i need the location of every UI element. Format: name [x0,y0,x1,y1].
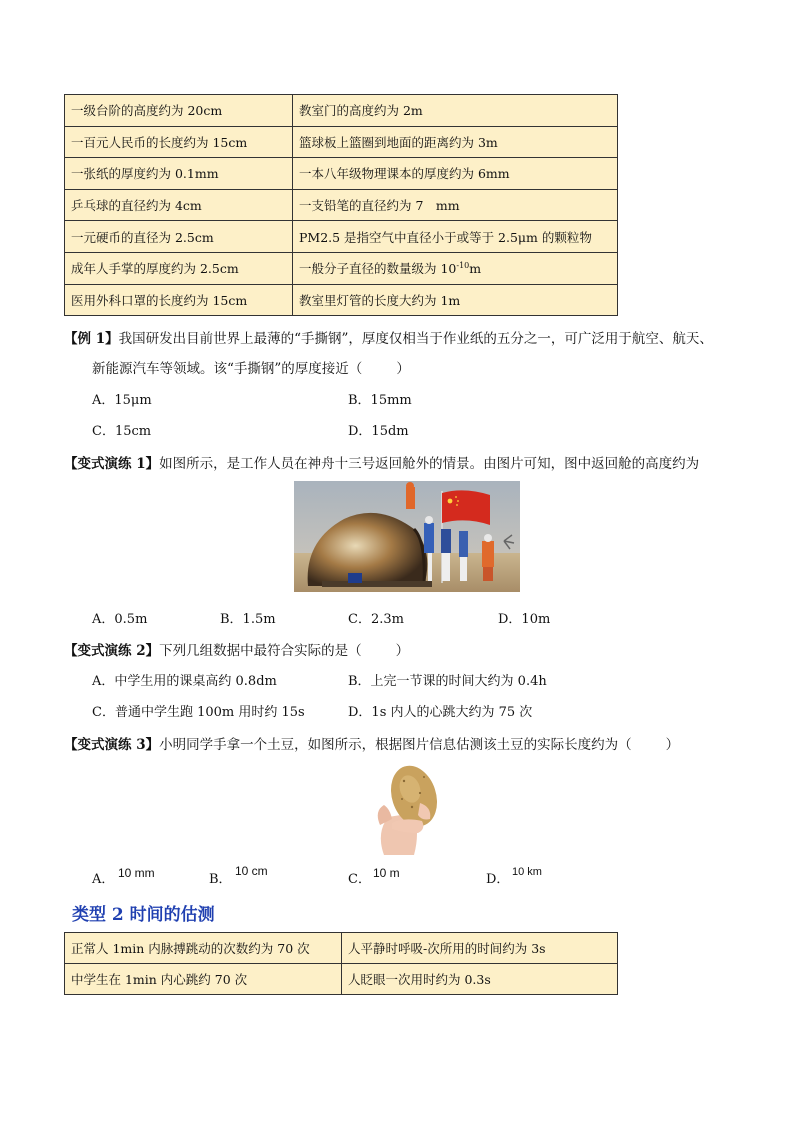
paren-close: ） [396,361,410,377]
option-a-value: 10 mm [118,866,155,880]
table-row [65,284,618,316]
table-cell: 正常人 1min 内脉搏跳动的次数约为 70 次 [65,933,342,964]
variant-2-question [64,639,409,659]
table-cell: 一张纸的厚度约为 0.1mm [65,158,293,190]
table-cell: 篮球板上篮圈到地面的距离约为 3m [293,126,618,158]
table-cell: 人眨眼一次用时约为 0.3s [342,964,618,995]
variant-3-tag: 【变式演练 3】 [64,737,160,753]
option-c: C．15cm [92,424,152,439]
molecule-text: 一般分子直径的数量级为 10 [299,261,457,277]
section-heading: 类型 2 时间的估测 [72,905,215,925]
example-1-question-cont [92,357,410,377]
example-1-text: 我国研发出目前世界上最薄的“手撕钢”，厚度仅相当于作业纸的五分之一，可广泛用于航空、航天、 [118,331,713,347]
option-b-value: 10 cm [235,864,268,878]
table-cell: 教室里灯管的长度大约为 1m [293,284,618,316]
option-b: B．1.5m [220,612,276,627]
table-cell: 一级台阶的高度约为 20cm [65,95,293,127]
paren-close: ） [395,643,410,659]
table-cell: 中学生在 1min 内心跳约 70 次 [65,964,342,995]
variant-2-text: 下列几组数据中最符合实际的是（ [159,643,362,659]
table-cell: 一元硬币的直径为 2.5cm [65,221,293,253]
option-d: D．15dm [348,424,409,439]
table-cell [293,252,618,284]
option-d: D．10m [498,612,551,627]
option-d-label: D． [486,872,510,887]
table-cell: 一百元人民币的长度约为 15cm [65,126,293,158]
option-c-label: C． [348,872,371,887]
variant-3-question [64,733,679,753]
variant-1-question [64,452,699,472]
option-c: C．普通中学生跑 100m 用时约 15s [92,705,305,720]
table-row [65,189,618,221]
option-b-label: B． [209,872,232,887]
table-row [65,221,618,253]
table-cell: 一本八年级物理课本的厚度约为 6mm [293,158,618,190]
option-b: B．15mm [348,393,412,408]
table-cell: 乒乓球的直径约为 4cm [65,189,293,221]
option-a: A．0.5m [92,612,148,627]
molecule-exponent: -10 [456,261,470,271]
table-row [65,95,618,127]
table-cell: 人平静时呼吸-次所用的时间约为 3s [342,933,618,964]
time-estimation-table [64,932,618,995]
table-row [65,158,618,190]
return-capsule-photo [294,481,520,592]
example-1-question [64,327,713,347]
table-cell: 教室门的高度约为 2m [293,95,618,127]
table-row [65,252,618,284]
option-b: B．上完一节课的时间大约为 0.4h [348,674,547,689]
option-a: A．15μm [92,393,152,408]
molecule-unit: m [469,261,482,277]
option-c-value: 10 m [373,866,400,880]
table-cell: 成年人手掌的厚度约为 2.5cm [65,252,293,284]
option-a-label: A． [92,872,115,887]
table-cell: 一支铅笔的直径约为 7 mm [293,189,618,221]
example-1-text-2: 新能源汽车等领域。该“手撕钢”的厚度接近（ [92,361,363,377]
table-cell: 医用外科口罩的长度约为 15cm [65,284,293,316]
potato-hand-photo [374,763,444,855]
length-estimation-table [64,94,618,316]
table-cell: PM2.5 是指空气中直径小于或等于 2.5μm 的颗粒物 [293,221,618,253]
option-c: C．2.3m [348,612,404,627]
option-d: D．1s 内人的心跳大约为 75 次 [348,705,533,720]
option-d-value: 10 km [512,866,542,878]
paren-close: ） [665,737,680,753]
variant-1-text: 如图所示，是工作人员在神舟十三号返回舱外的情景。由图片可知，图中返回舱的高度约为 [159,456,700,472]
variant-1-tag: 【变式演练 1】 [64,456,160,472]
variant-3-text: 小明同学手拿一个土豆，如图所示，根据图片信息估测该土豆的实际长度约为（ [159,737,632,753]
variant-2-tag: 【变式演练 2】 [64,643,160,659]
table-row [65,964,618,995]
table-row [65,933,618,964]
example-1-tag: 【例 1】 [64,331,119,347]
option-a: A．中学生用的课桌高约 0.8dm [92,674,277,689]
table-row [65,126,618,158]
